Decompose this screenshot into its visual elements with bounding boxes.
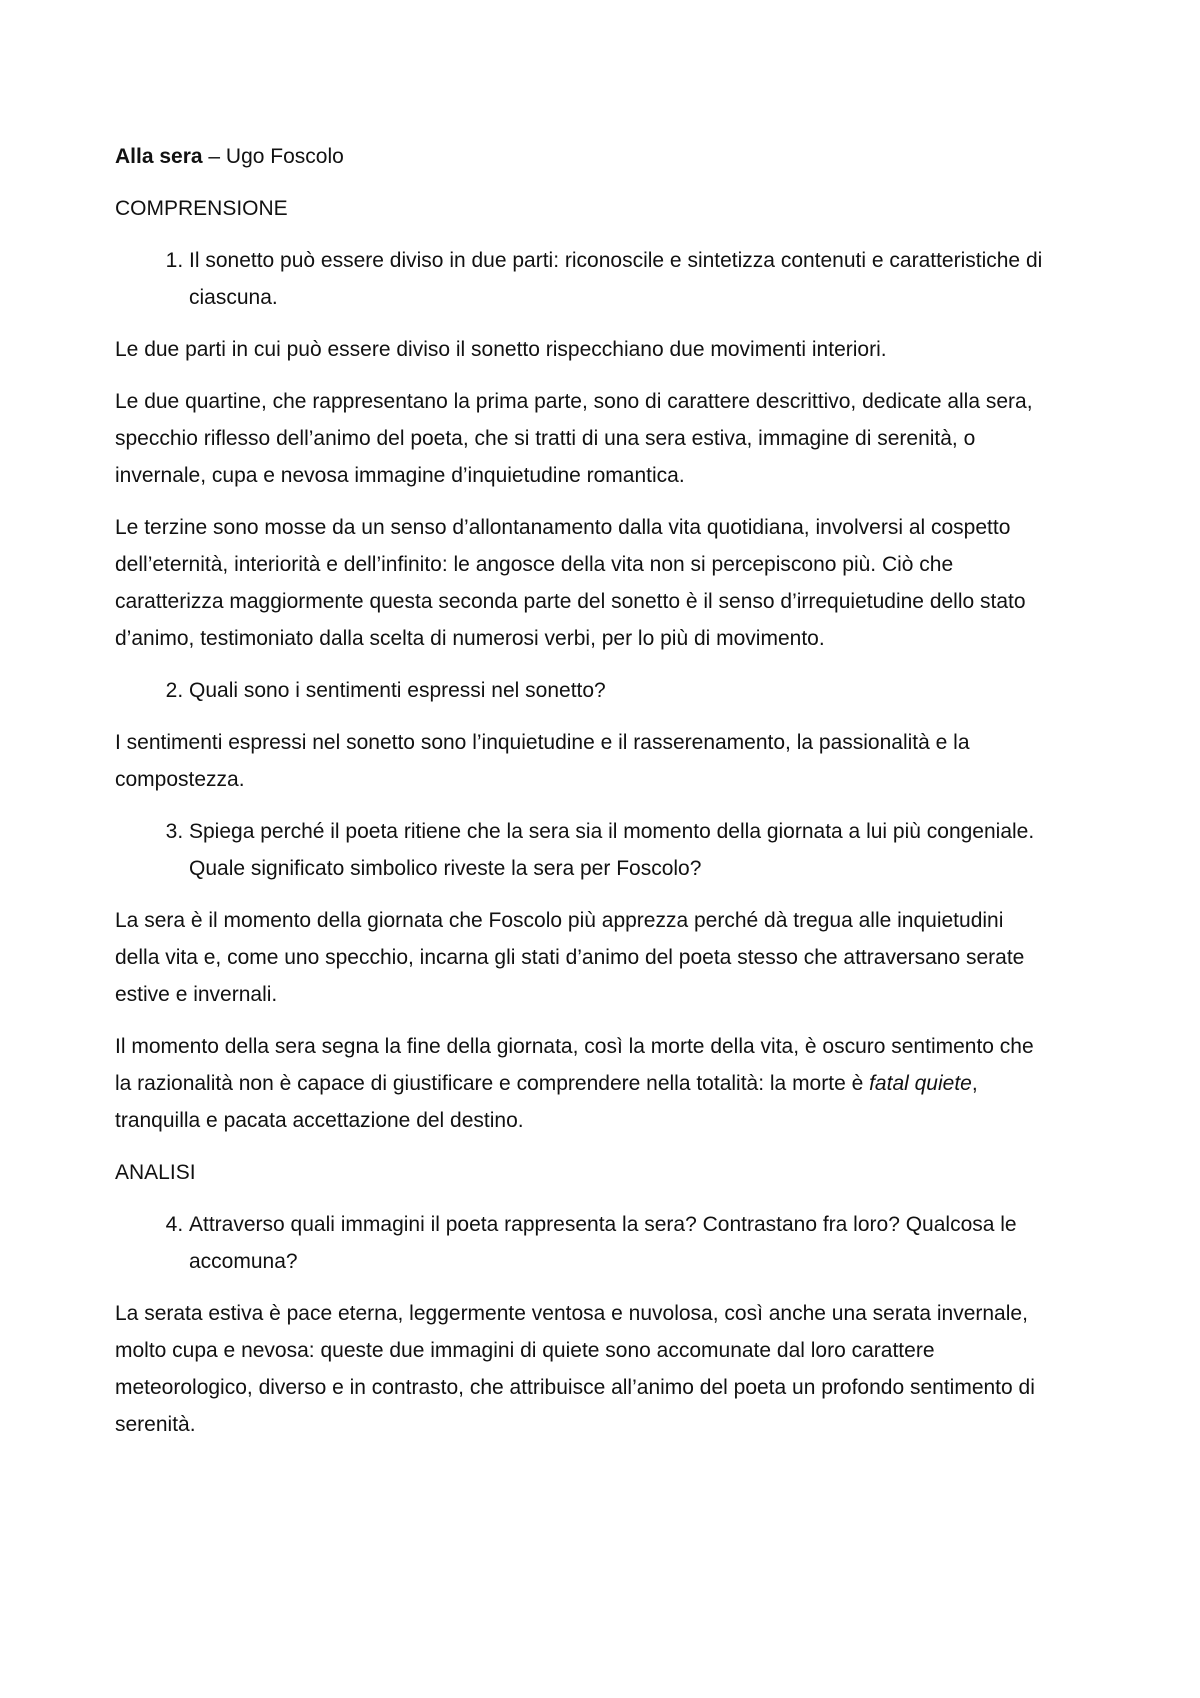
question-list-2 — [115, 672, 1050, 709]
title-separator: – — [202, 145, 226, 168]
question-list-3 — [115, 813, 1050, 887]
question-list-1 — [115, 242, 1050, 316]
author-name: Ugo Foscolo — [225, 145, 344, 168]
question-list-4 — [115, 1206, 1050, 1280]
answer-4-paragraph: La serata estiva è pace eterna, leggermente ventosa e nuvolosa, così anche una serata invernale, molto cupa e nevosa: queste due immagini di quiete sono accomunate dal loro carattere meteorologico, diverso e in contrasto, che attribuisce all’animo del poeta un profondo sentimento di serenità. — [115, 1302, 1035, 1436]
question-3: 3. Spiega perché il poeta ritiene che la sera sia il momento della giornata a lui più congeniale. Quale significato simbolico riveste la sera per Foscolo? — [189, 813, 1050, 887]
answer-3-paragraph-1: La sera è il momento della giornata che Foscolo più apprezza perché dà tregua alle inquietudini della vita e, come uno specchio, incarna gli stati d’animo del poeta stesso che attraversano serate estive e invernali. — [115, 909, 1025, 1006]
answer-3-text-after: , tranquilla e pacata accettazione del destino. — [115, 1072, 978, 1132]
section-heading-comprensione: COMPRENSIONE — [115, 197, 288, 220]
answer-3-text-before: Il momento della sera segna la fine della giornata, così la morte della vita, è oscuro sentimento che la razionalità non è capace di giustificare e comprendere nella totalità: la morte è — [115, 1035, 1034, 1095]
document-title — [115, 138, 1050, 175]
answer-1-paragraph-2: Le due quartine, che rappresentano la prima parte, sono di carattere descrittivo, dedicate alla sera, specchio riflesso dell’animo del poeta, che si tratti di una sera estiva, immagine di serenità, o invernale, cupa e nevosa immagine d’inquietudine romantica. — [115, 390, 1033, 487]
answer-1-paragraph-3: Le terzine sono mosse da un senso d’allontanamento dalla vita quotidiana, involversi al cospetto dell’eternità, interiorità e dell’infinito: le angosce della vita non si percepiscono più. Ciò che caratterizza maggiormente questa seconda parte del sonetto è il senso d’irrequietudine dello stato d’animo, testimoniato dalla scelta di numerosi verbi, per lo più di movimento. — [115, 516, 1026, 650]
poem-title: Alla sera — [115, 145, 203, 168]
section-heading-analisi: ANALISI — [115, 1161, 196, 1184]
question-1: 1. Il sonetto può essere diviso in due parti: riconoscile e sintetizza contenuti e caratteristiche di ciascuna. — [189, 242, 1050, 316]
answer-3-italic-quote: fatal quiete — [869, 1072, 972, 1095]
answer-1-paragraph-1: Le due parti in cui può essere diviso il sonetto rispecchiano due movimenti interiori. — [115, 338, 887, 361]
answer-3-paragraph-2 — [115, 1028, 1050, 1139]
answer-2-paragraph: I sentimenti espressi nel sonetto sono l’inquietudine e il rasserenamento, la passionalità e la compostezza. — [115, 731, 970, 791]
question-2: 2. Quali sono i sentimenti espressi nel sonetto? — [189, 672, 1050, 709]
question-4: 4. Attraverso quali immagini il poeta rappresenta la sera? Contrastano fra loro? Qualcosa le accomuna? — [189, 1206, 1050, 1280]
